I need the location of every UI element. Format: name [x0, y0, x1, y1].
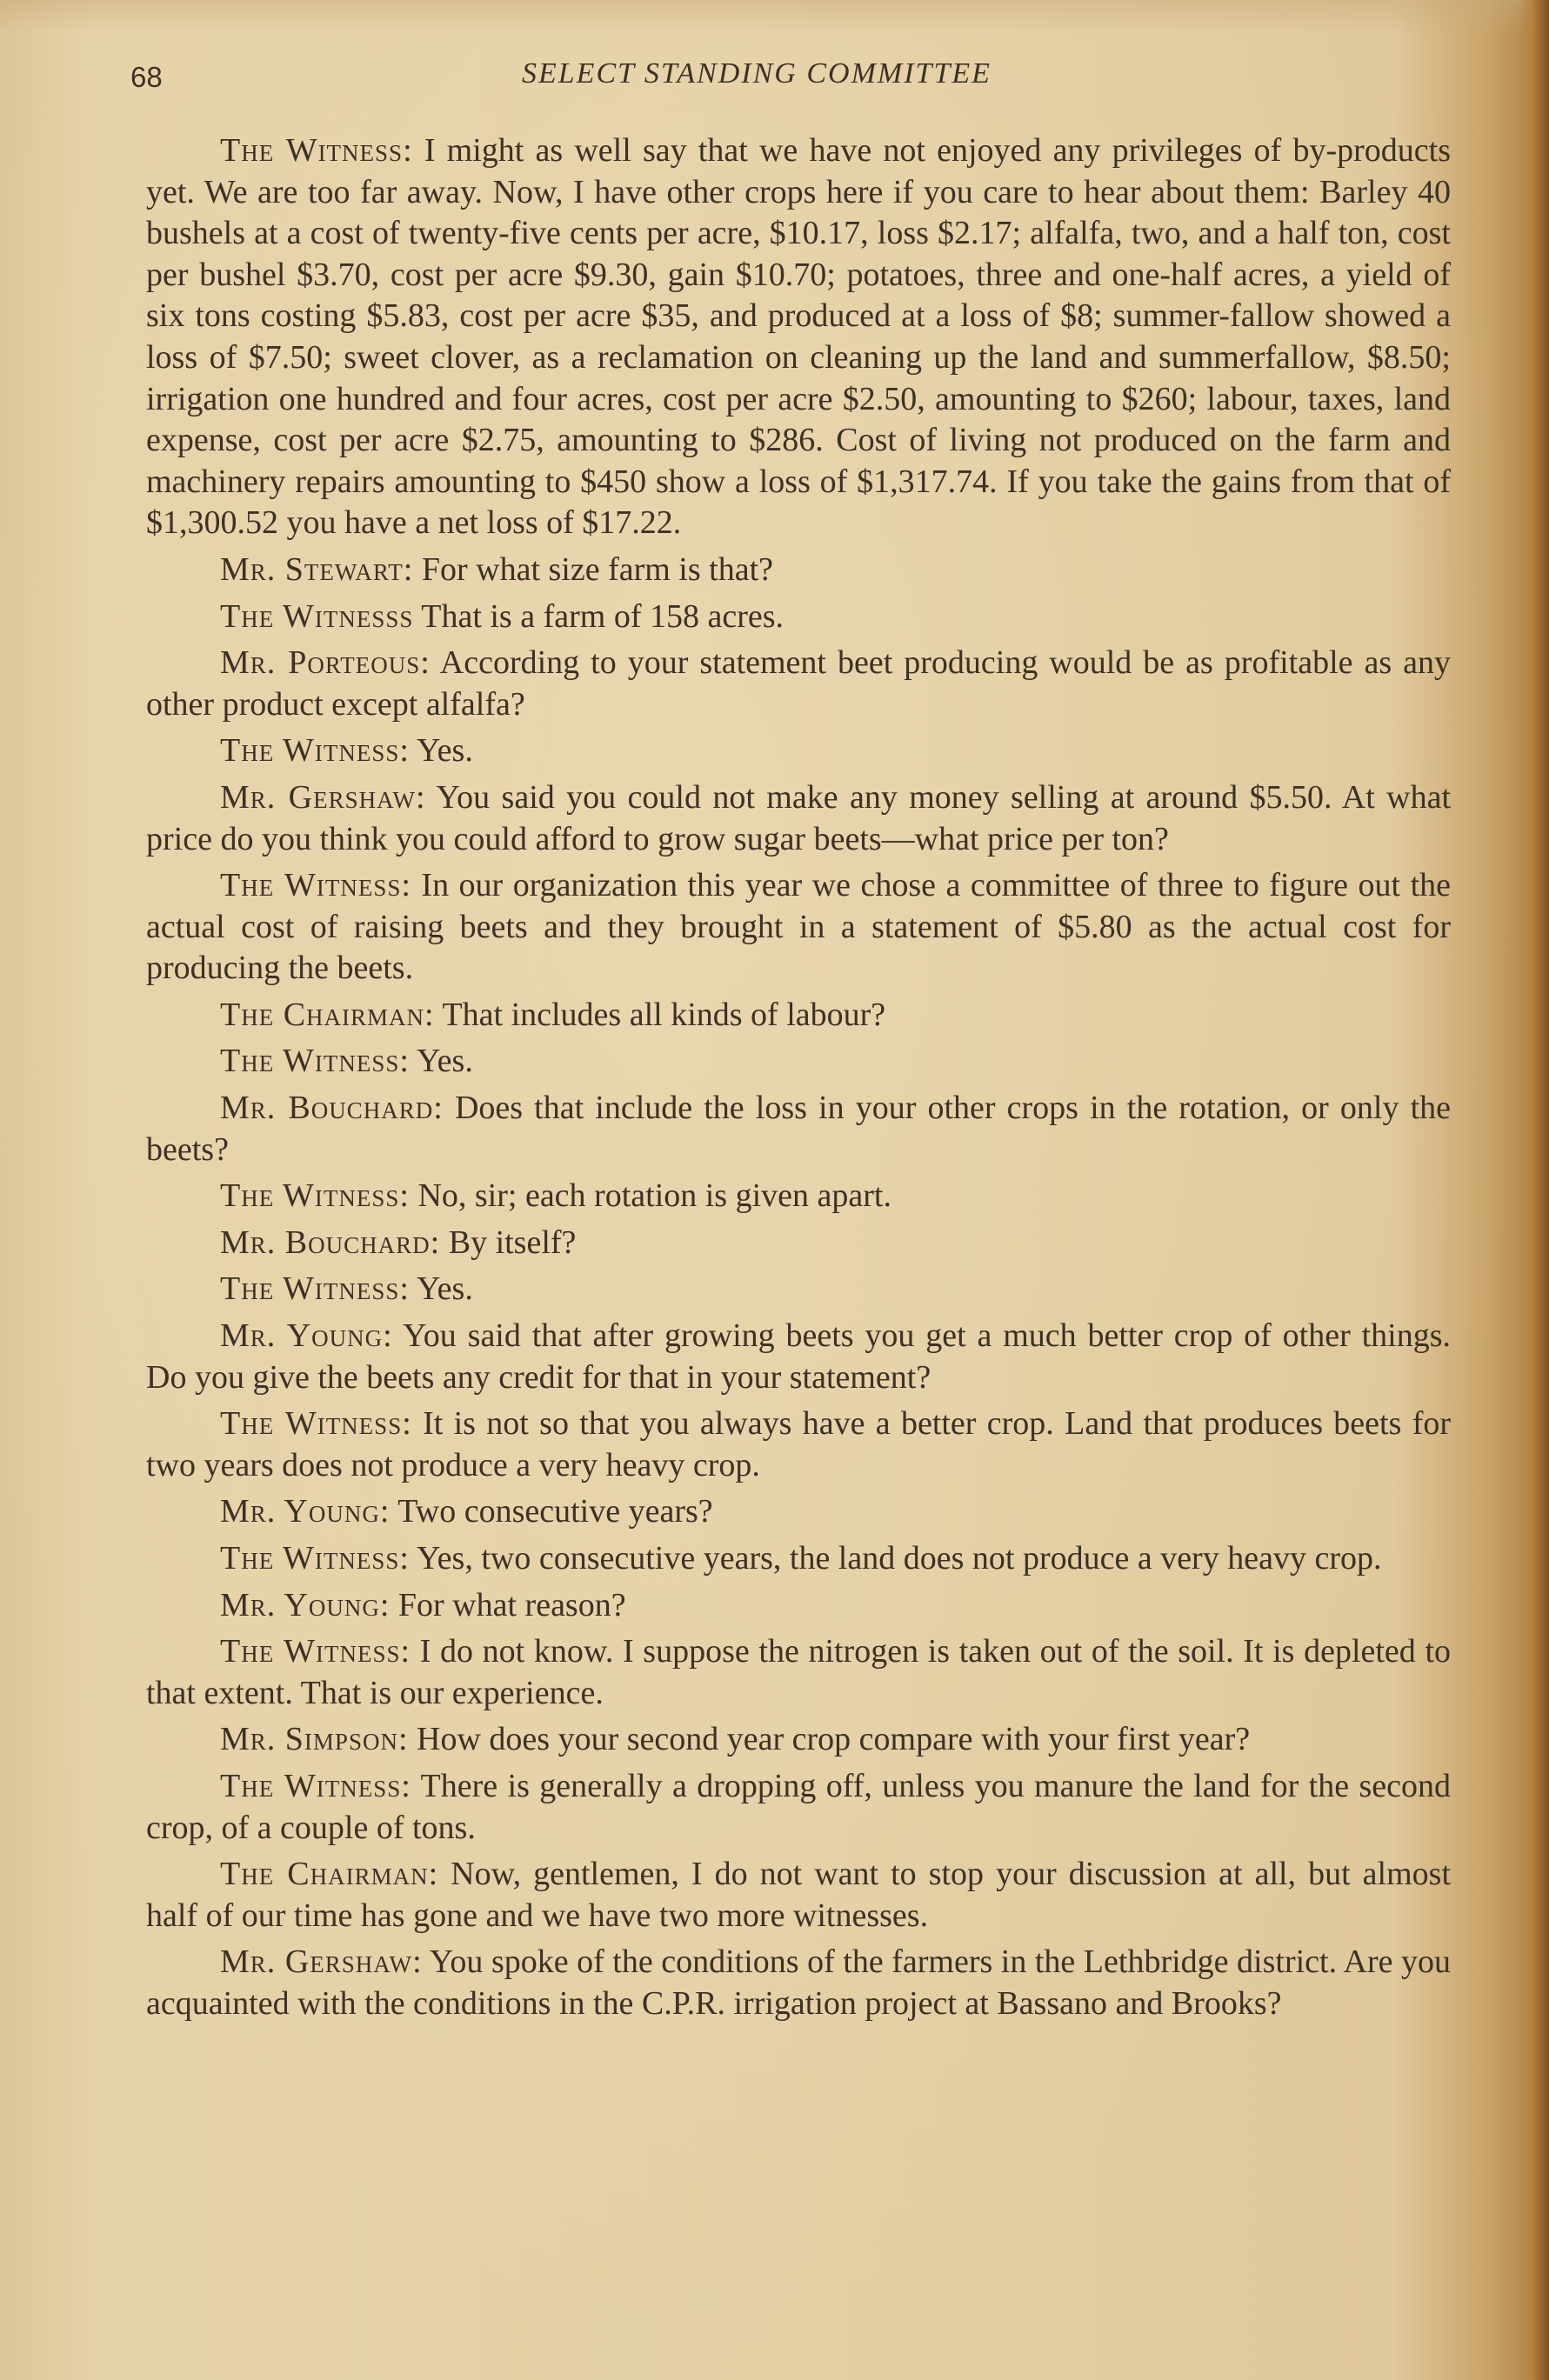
speaker-label: The Witnesss — [220, 597, 414, 635]
speaker-label: Mr. Bouchard: — [220, 1090, 444, 1127]
speech-text: Yes, two consecutive years, the land does not produce a very heavy crop. — [417, 1540, 1382, 1577]
speaker-label: Mr. Young: — [220, 1317, 393, 1355]
speech-text: You said that after growing beets you get a much better crop of other things. Do you give the beets any credit for that in your statement? — [146, 1317, 1451, 1396]
page-right-edge — [1519, 0, 1549, 2380]
speech-text: Two consecutive years? — [397, 1493, 713, 1530]
speech-text: Yes. — [417, 732, 473, 770]
transcript-paragraph — [146, 643, 1451, 725]
speech-text: You spoke of the conditions of the farmers in the Lethbridge district. Are you acquainted with the conditions in the C.P.R. irrigation project at Bassano and Brooks? — [146, 1943, 1451, 2022]
transcript-paragraph — [146, 995, 1451, 1037]
speaker-label: The Witness: — [220, 1633, 411, 1670]
speech-text: There is generally a dropping off, unless you manure the land for the second crop, of a couple of tons. — [146, 1767, 1451, 1846]
speech-text: That includes all kinds of labour? — [442, 996, 886, 1033]
speech-text: For what reason? — [397, 1586, 626, 1623]
speaker-label: The Witness: — [220, 1177, 410, 1215]
transcript-paragraph — [146, 1491, 1451, 1533]
transcript-paragraph — [146, 1942, 1451, 2024]
speech-text: Yes. — [417, 1270, 473, 1308]
speech-text: For what size farm is that? — [421, 550, 774, 588]
transcript-paragraph — [146, 1176, 1451, 1217]
page-number: 68 — [130, 61, 163, 93]
speaker-label: Mr. Gershaw: — [220, 778, 426, 816]
speaker-label: The Witness: — [220, 732, 410, 770]
speech-text: By itself? — [448, 1223, 577, 1261]
transcript-paragraph — [146, 1585, 1451, 1627]
speaker-label: Mr. Stewart: — [220, 550, 414, 588]
transcript-paragraph — [146, 597, 1451, 638]
transcript-paragraph — [146, 1631, 1451, 1714]
page-top-shading — [0, 0, 1549, 35]
speech-text: According to your statement beet producing would be as profitable as any other product except alfalfa? — [146, 644, 1452, 723]
speaker-label: The Witness: — [220, 1540, 410, 1577]
transcript-body — [146, 130, 1451, 2030]
speech-text: I do not know. I suppose the nitrogen is taken out of the soil. It is depleted to that extent. That is our experience. — [146, 1633, 1452, 1711]
transcript-paragraph — [146, 1269, 1451, 1310]
running-head: SELECT STANDING COMMITTEE — [522, 57, 991, 90]
speaker-label: The Witness: — [220, 1270, 410, 1308]
transcript-paragraph — [146, 1403, 1451, 1486]
speech-text: How does your second year crop compare with your first year? — [417, 1721, 1251, 1758]
transcript-paragraph — [146, 777, 1451, 860]
transcript-paragraph — [146, 1719, 1451, 1761]
speaker-label: Mr. Porteous: — [220, 644, 431, 682]
speech-text: I might as well say that we have not enjoyed any privileges of by-products yet. We are too far away. Now, I have other crops here if you care to hear about them: Barley 40 bushels at a cost of twenty-five cents per acre, $10.17, loss $2.17; alfalfa, two, and a half ton, cost per bushel $3.70, cost per acre $9.30, gain $10.70; potatoes, three and one-half acres, a yield of six tons costing $5.83, cost per acre $35, and produced at a loss of $8; summer-fallow showed a loss of $7.50; sweet clover, as a reclamation on cleaning up the land and summerfallow, $8.50; irrigation one hundred and four acres, cost per acre $2.50, amounting to $260; labour, taxes, land expense, cost per acre $2.75, amounting to $286. Cost of living not produced on the farm and machinery repairs amounting to $450 show a loss of $1,317.74. If you take the gains from that of $1,300.52 you have a net loss of $17.22. — [146, 132, 1452, 542]
transcript-paragraph — [146, 1316, 1451, 1398]
speaker-label: The Chairman: — [220, 996, 435, 1033]
speaker-label: Mr. Simpson: — [220, 1721, 409, 1758]
speaker-label: Mr. Gershaw: — [220, 1943, 423, 1981]
transcript-paragraph — [146, 1854, 1451, 1937]
speech-text: It is not so that you always have a better crop. Land that produces beets for two years does not produce a very heavy crop. — [146, 1405, 1451, 1483]
speaker-label: The Chairman: — [220, 1856, 439, 1893]
transcript-paragraph — [146, 1766, 1451, 1849]
speech-text: In our organization this year we chose a committee of three to figure out the actual cost of raising beets and they brought in a statement of $5.80 as the actual cost for producing the beets. — [146, 867, 1451, 987]
transcript-paragraph — [146, 130, 1451, 544]
speech-text: That is a farm of 158 acres. — [421, 597, 785, 635]
speaker-label: Mr. Young: — [220, 1586, 391, 1623]
transcript-paragraph — [146, 730, 1451, 772]
speaker-label: The Witness: — [220, 1767, 411, 1804]
speaker-label: Mr. Bouchard: — [220, 1223, 441, 1261]
speaker-label: The Witness: — [220, 1405, 412, 1443]
transcript-paragraph — [146, 1088, 1451, 1170]
speaker-label: Mr. Young: — [220, 1493, 391, 1530]
page-header — [130, 54, 1435, 103]
speaker-label: The Witness: — [220, 132, 413, 169]
transcript-paragraph — [146, 1041, 1451, 1083]
speech-text: Yes. — [417, 1043, 473, 1080]
transcript-paragraph — [146, 865, 1451, 990]
speech-text: You said you could not make any money selling at around $5.50. At what price do you think you could afford to grow sugar beets—what price per ton? — [146, 778, 1452, 857]
speech-text: Now, gentlemen, I do not want to stop your discussion at all, but almost half of our time has gone and we have two more witnesses. — [146, 1856, 1451, 1934]
speech-text: Does that include the loss in your other crops in the rotation, or only the beets? — [146, 1090, 1451, 1168]
transcript-paragraph — [146, 1538, 1451, 1580]
speaker-label: The Witness: — [220, 1043, 410, 1080]
transcript-paragraph — [146, 1223, 1451, 1264]
speaker-label: The Witness: — [220, 867, 411, 904]
speech-text: No, sir; each rotation is given apart. — [417, 1177, 891, 1215]
transcript-paragraph — [146, 550, 1451, 591]
